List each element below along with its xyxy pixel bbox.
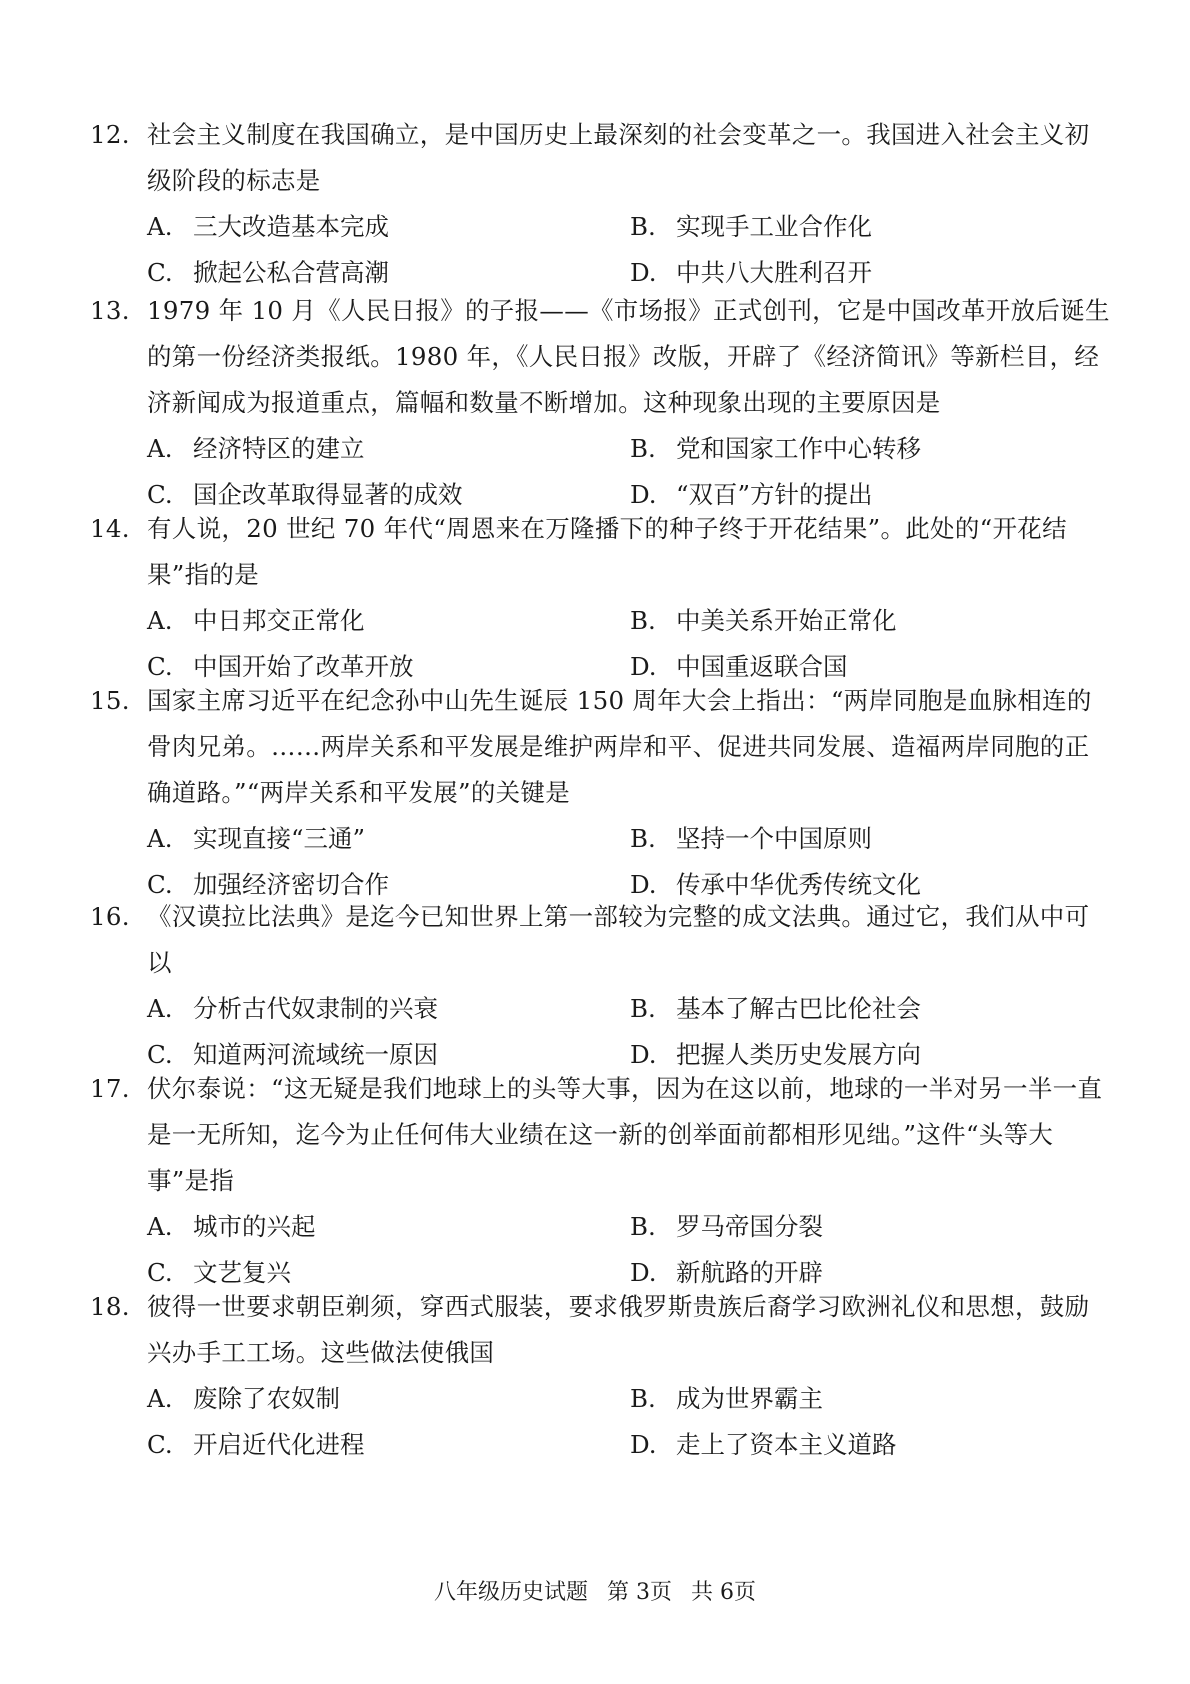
question-number: 13. xyxy=(90,296,130,325)
option-a: A. 废除了农奴制 xyxy=(147,1384,340,1413)
option-c: C. 中国开始了改革开放 xyxy=(147,652,414,681)
question-17 xyxy=(90,1066,1110,1296)
options xyxy=(90,204,1110,296)
option-a: A. 实现直接“三通” xyxy=(147,824,366,853)
question-stem xyxy=(90,1284,1110,1376)
option-c: C. 文艺复兴 xyxy=(147,1258,291,1287)
question-stem xyxy=(90,288,1110,426)
option-c: C. 掀起公私合营高潮 xyxy=(147,258,389,287)
option-a: A. 分析古代奴隶制的兴衰 xyxy=(147,994,438,1023)
question-13 xyxy=(90,288,1110,518)
question-number: 14. xyxy=(90,514,130,543)
option-b: B. 成为世界霸主 xyxy=(630,1384,823,1413)
option-a: A. 城市的兴起 xyxy=(147,1212,316,1241)
option-c: C. 加强经济密切合作 xyxy=(147,870,389,899)
option-c: C. 国企改革取得显著的成效 xyxy=(147,480,463,509)
question-stem xyxy=(90,112,1110,204)
option-d: D. 中国重返联合国 xyxy=(630,652,848,681)
option-b: B. 基本了解古巴比伦社会 xyxy=(630,994,921,1023)
question-stem xyxy=(90,894,1110,986)
question-18 xyxy=(90,1284,1110,1468)
question-text: 有人说，20 世纪 70 年代“周恩来在万隆播下的种子终于开花结果”。此处的“开花结果”指的是 xyxy=(147,514,1067,589)
page-footer xyxy=(0,1578,1190,1608)
option-a: A. 三大改造基本完成 xyxy=(147,212,389,241)
option-a: A. 中日邦交正常化 xyxy=(147,606,365,635)
option-d: D. 把握人类历史发展方向 xyxy=(630,1040,921,1069)
question-16 xyxy=(90,894,1110,1078)
option-d: D. 新航路的开辟 xyxy=(630,1258,823,1287)
footer-subject: 八年级历史试题 xyxy=(433,1580,588,1605)
option-d: D. 传承中华优秀传统文化 xyxy=(630,870,921,899)
question-text: 国家主席习近平在纪念孙中山先生诞辰 150 周年大会上指出：“两岸同胞是血脉相连的骨肉兄弟。……两岸关系和平发展是维护两岸和平、促进共同发展、造福两岸同胞的正确道路。”“两岸关系和平发展”的关键是 xyxy=(147,686,1092,807)
question-15 xyxy=(90,678,1110,908)
question-text: 彼得一世要求朝臣剃须，穿西式服装，要求俄罗斯贵族后裔学习欧洲礼仪和思想，鼓励兴办手工工场。这些做法使俄国 xyxy=(147,1292,1090,1367)
question-number: 17. xyxy=(90,1074,130,1103)
option-d: D. 走上了资本主义道路 xyxy=(630,1430,897,1459)
question-text: 伏尔泰说：“这无疑是我们地球上的头等大事，因为在这以前，地球的一半对另一半一直是一无所知，迄今为止任何伟大业绩在这一新的创举面前都相形见绌。”这件“头等大事”是指 xyxy=(147,1074,1103,1195)
question-text: 社会主义制度在我国确立，是中国历史上最深刻的社会变革之一。我国进入社会主义初级阶段的标志是 xyxy=(147,120,1090,195)
options xyxy=(90,1376,1110,1468)
options xyxy=(90,986,1110,1078)
question-stem xyxy=(90,506,1110,598)
question-number: 15. xyxy=(90,686,130,715)
option-c: C. 知道两河流域统一原因 xyxy=(147,1040,438,1069)
footer-total-pages: 共 6页 xyxy=(691,1580,756,1605)
options xyxy=(90,426,1110,518)
option-b: B. 实现手工业合作化 xyxy=(630,212,872,241)
option-a: A. 经济特区的建立 xyxy=(147,434,365,463)
question-number: 12. xyxy=(90,120,130,149)
question-14 xyxy=(90,506,1110,690)
question-stem xyxy=(90,678,1110,816)
option-b: B. 坚持一个中国原则 xyxy=(630,824,872,853)
question-text: 《汉谟拉比法典》是迄今已知世界上第一部较为完整的成文法典。通过它，我们从中可以 xyxy=(147,902,1090,977)
options xyxy=(90,1204,1110,1296)
question-number: 16. xyxy=(90,902,130,931)
footer-page-number: 第 3页 xyxy=(607,1580,672,1605)
option-d: D. “双百”方针的提出 xyxy=(630,480,873,509)
question-12 xyxy=(90,112,1110,296)
option-b: B. 罗马帝国分裂 xyxy=(630,1212,823,1241)
options xyxy=(90,598,1110,690)
question-number: 18. xyxy=(90,1292,130,1321)
question-text: 1979 年 10 月《人民日报》的子报——《市场报》正式创刊，它是中国改革开放后诞生的第一份经济类报纸。1980 年，《人民日报》改版，开辟了《经济简讯》等新栏目，经济新闻成为报道重点，篇幅和数量不断增加。这种现象出现的主要原因是 xyxy=(147,296,1110,417)
option-b: B. 党和国家工作中心转移 xyxy=(630,434,921,463)
question-stem xyxy=(90,1066,1110,1204)
option-b: B. 中美关系开始正常化 xyxy=(630,606,897,635)
option-c: C. 开启近代化进程 xyxy=(147,1430,365,1459)
option-d: D. 中共八大胜利召开 xyxy=(630,258,872,287)
